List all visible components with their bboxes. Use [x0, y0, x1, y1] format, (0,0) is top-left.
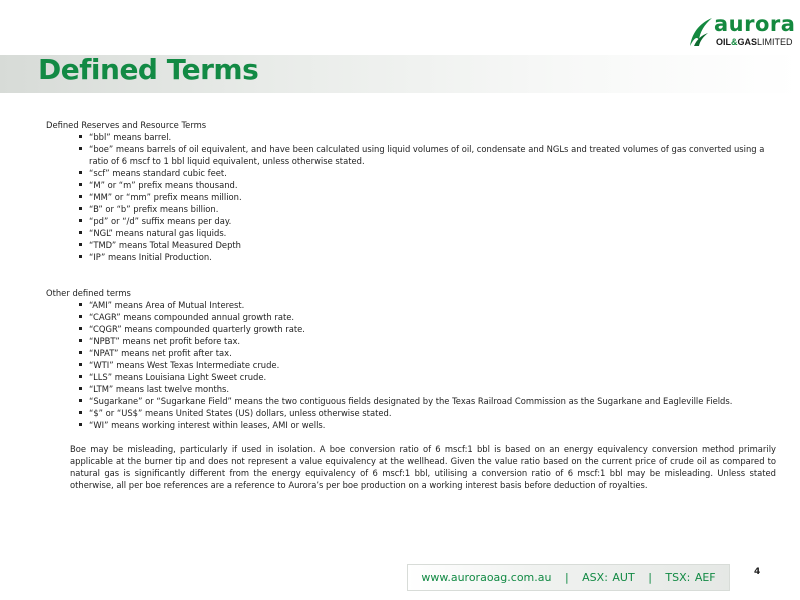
reserves-heading: Defined Reserves and Resource Terms — [46, 120, 207, 130]
other-terms-heading: Other defined terms — [46, 288, 131, 298]
term-item: “IP” means Initial Production. — [79, 251, 776, 263]
term-item: “boe” means barrels of oil equivalent, and have been calculated using liquid volumes of oil, condensate and NGLs and treated volumes of gas converted using a ratio of 6 mscf to 1 bbl liquid equivalent, unless otherwise stated. — [79, 143, 776, 167]
term-item: “M” or “m” prefix means thousand. — [79, 179, 776, 191]
term-item: “NPBT” means net profit before tax. — [79, 335, 776, 347]
logo-wordmark: aurora — [714, 12, 796, 36]
term-item: “LLS” means Louisiana Light Sweet crude. — [79, 371, 776, 383]
other-term-list — [46, 299, 776, 431]
company-logo — [688, 12, 796, 50]
term-item: “WTI” means West Texas Intermediate crude. — [79, 359, 776, 371]
term-item: “bbl” means barrel. — [79, 131, 776, 143]
defined-terms-content — [46, 119, 776, 491]
reserves-term-list — [46, 131, 776, 263]
footer-contact-bar[interactable]: www.auroraoag.com.au | ASX: AUT | TSX: AEF — [407, 564, 730, 591]
term-item: “AMI” means Area of Mutual Interest. — [79, 299, 776, 311]
term-item: “pd” or “/d” suffix means per day. — [79, 215, 776, 227]
term-item: “CAGR” means compounded annual growth rate. — [79, 311, 776, 323]
term-item: “NGL” means natural gas liquids. — [79, 227, 776, 239]
term-item: “$” or “US$” means United States (US) dollars, unless otherwise stated. — [79, 407, 776, 419]
term-item: “TMD” means Total Measured Depth — [79, 239, 776, 251]
term-item: “MM” or “mm” prefix means million. — [79, 191, 776, 203]
term-item: “WI” means working interest within leases, AMI or wells. — [79, 419, 776, 431]
term-item: “B” or “b” prefix means billion. — [79, 203, 776, 215]
boe-disclaimer: Boe may be misleading, particularly if used in isolation. A boe conversion ratio of 6 mscf:1 bbl is based on an energy equivalency conversion method primarily applicable at the burner tip and does not represent a value equivalency at the wellhead. Given the value ratio based on the current price of crude oil as compared to natural gas is significantly different from the energy equivalency of 6 mscf:1 bbl, utilising a conversion ratio of 6 mscf:1 bbl may be misleading. Unless stated otherwise, all per boe references are a reference to Aurora’s per boe production on a working interest basis before deduction of royalties. — [70, 444, 776, 490]
page-title: Defined Terms — [38, 53, 259, 86]
aurora-flame-icon — [688, 16, 714, 48]
term-item: “CQGR” means compounded quarterly growth rate. — [79, 323, 776, 335]
page-number: 4 — [754, 567, 761, 577]
logo-subtitle: OIL&GASLIMITED — [716, 37, 793, 47]
term-item: “scf” means standard cubic feet. — [79, 167, 776, 179]
term-item: “Sugarkane” or “Sugarkane Field” means the two contiguous fields designated by the Texas Railroad Commission as the Sugarkane and Eagleville Fields. — [79, 395, 776, 407]
term-item: “NPAT” means net profit after tax. — [79, 347, 776, 359]
term-item: “LTM” means last twelve months. — [79, 383, 776, 395]
